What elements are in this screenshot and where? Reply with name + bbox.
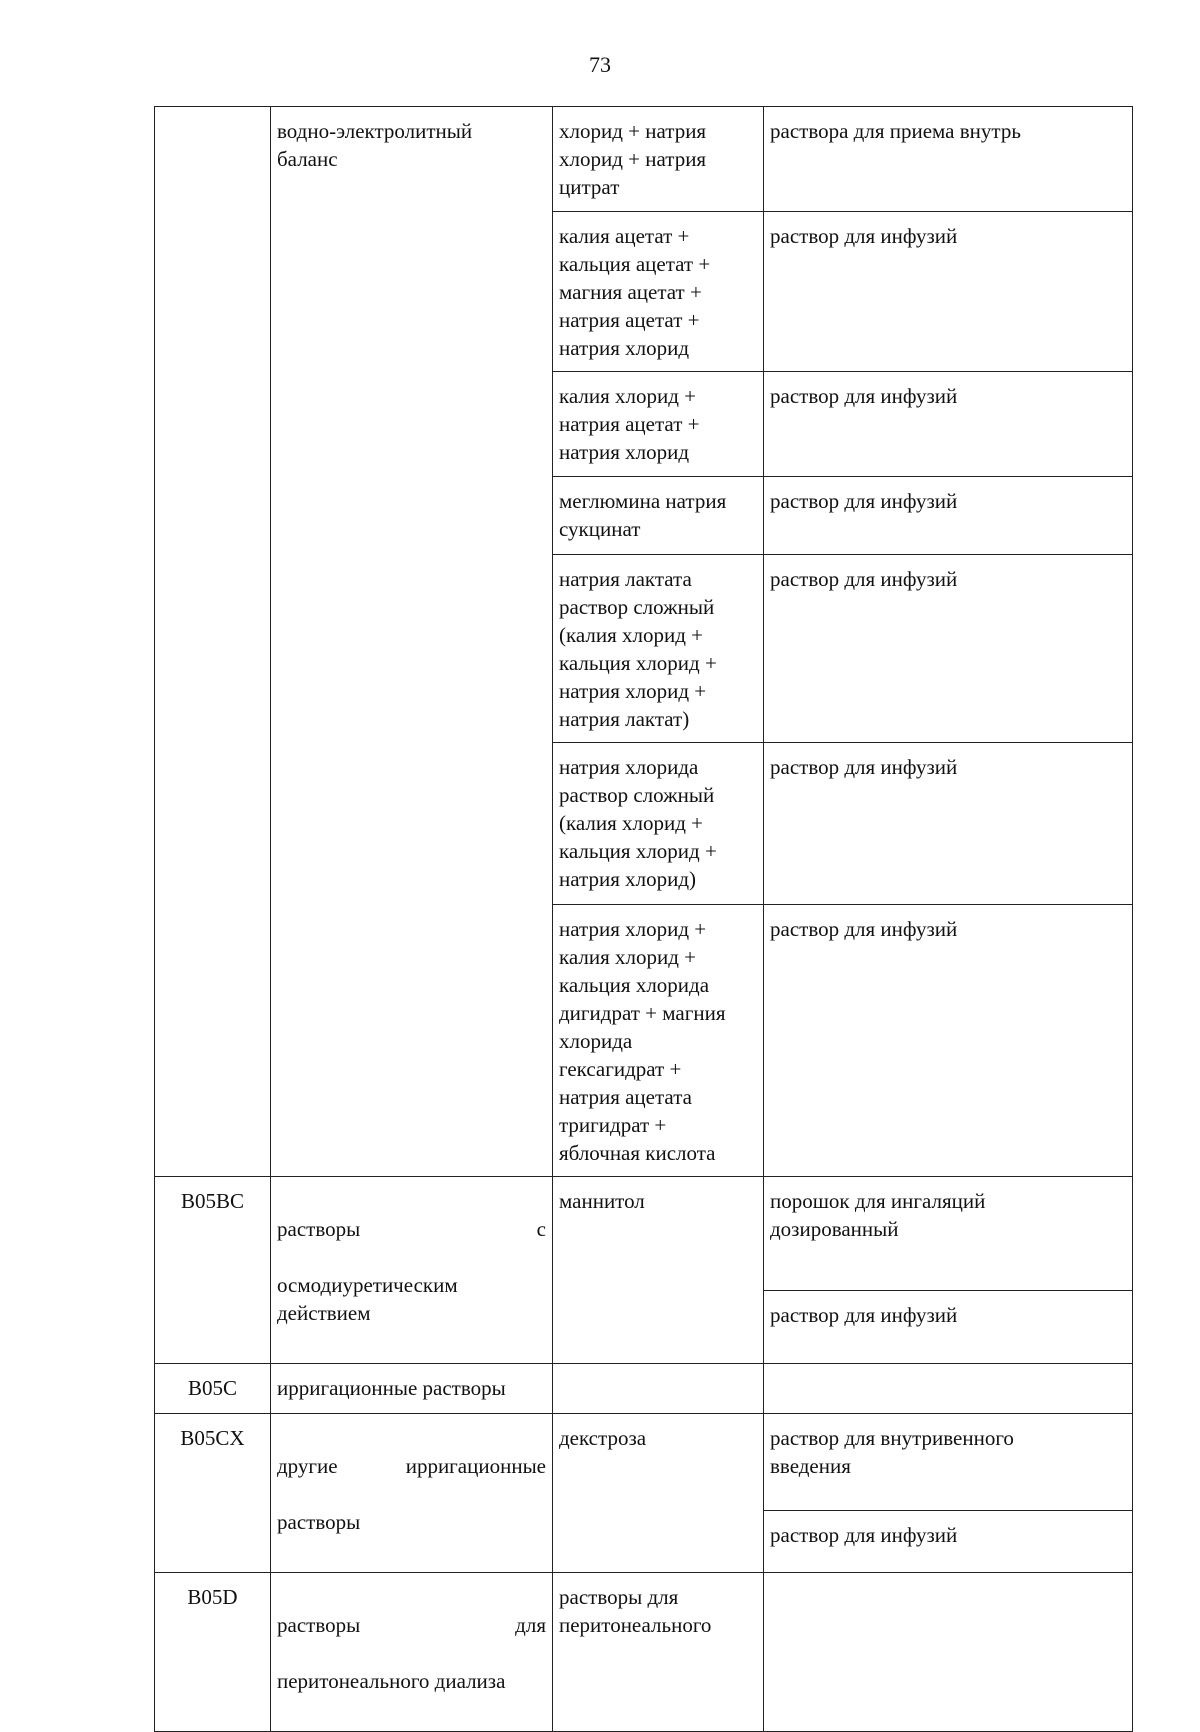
substance-cell: калия хлорид + натрия ацетат + натрия хлорид: [553, 372, 764, 477]
code-cell: B05BC: [155, 1177, 271, 1364]
name-word: с: [536, 1217, 546, 1241]
form-cell: раствор для инфузий: [764, 555, 1133, 743]
substance-cell: натрия хлорида раствор сложный (калия хлорид + кальция хлорид + натрия хлорид): [553, 743, 764, 905]
form-cell: раствор для инфузий: [764, 212, 1133, 372]
group-name-cell: ирригационные растворы: [271, 1364, 553, 1414]
table-row: [155, 1573, 1133, 1732]
form-cell: раствор для внутривенного введения: [764, 1414, 1133, 1511]
table-row: [155, 107, 1133, 212]
substance-cell: декстроза: [553, 1414, 764, 1573]
group-name-cell: [271, 1177, 553, 1364]
form-cell: раствор для инфузий: [764, 1290, 1133, 1363]
group-name-cell: [271, 1573, 553, 1732]
form-cell: раствор для инфузий: [764, 477, 1133, 555]
substance-cell: натрия лактата раствор сложный (калия хлорид + кальция хлорид + натрия хлорид + натрия лактат): [553, 555, 764, 743]
substance-cell: меглюмина натрия сукцинат: [553, 477, 764, 555]
table-row: [155, 1177, 1133, 1291]
page-number: 73: [589, 52, 611, 77]
code-cell: B05C: [155, 1364, 271, 1414]
name-word: для: [515, 1613, 546, 1637]
form-cell: порошок для ингаляций дозированный: [764, 1177, 1133, 1291]
group-name-cell: [271, 1414, 553, 1573]
group-name-cell: водно-электролитный баланс: [271, 107, 553, 1177]
code-cell: B05CX: [155, 1414, 271, 1573]
substance-cell: растворы для перитонеального: [553, 1573, 764, 1732]
substance-cell: натрия хлорид + калия хлорид + кальция хлорида дигидрат + магния хлорида гексагидрат + натрия ацетата тригидрат + яблочная кислота: [553, 905, 764, 1177]
name-rest: перитонеального диализа: [277, 1669, 506, 1693]
table-row: [155, 1414, 1133, 1511]
form-cell: раствор для инфузий: [764, 1510, 1133, 1572]
name-rest: осмодиуретическим действием: [277, 1273, 458, 1325]
code-cell: B05D: [155, 1573, 271, 1732]
drug-table: [154, 106, 1133, 1732]
name-word: растворы: [277, 1217, 361, 1241]
name-rest: растворы: [277, 1510, 361, 1534]
form-cell: раствор для инфузий: [764, 372, 1133, 477]
name-word: растворы: [277, 1613, 361, 1637]
substance-cell: хлорид + натрия хлорид + натрия цитрат: [553, 107, 764, 212]
form-cell: раствора для приема внутрь: [764, 107, 1133, 212]
name-word: ирригационные: [405, 1454, 546, 1478]
substance-cell: калия ацетат + кальция ацетат + магния ацетат + натрия ацетат + натрия хлорид: [553, 212, 764, 372]
form-cell-empty: [764, 1364, 1133, 1414]
form-cell-empty: [764, 1573, 1133, 1732]
form-cell: раствор для инфузий: [764, 743, 1133, 905]
code-cell-empty: [155, 107, 271, 1177]
table-row: [155, 1364, 1133, 1414]
substance-cell-empty: [553, 1364, 764, 1414]
form-cell: раствор для инфузий: [764, 905, 1133, 1177]
substance-cell: маннитол: [553, 1177, 764, 1364]
name-word: другие: [277, 1454, 338, 1478]
